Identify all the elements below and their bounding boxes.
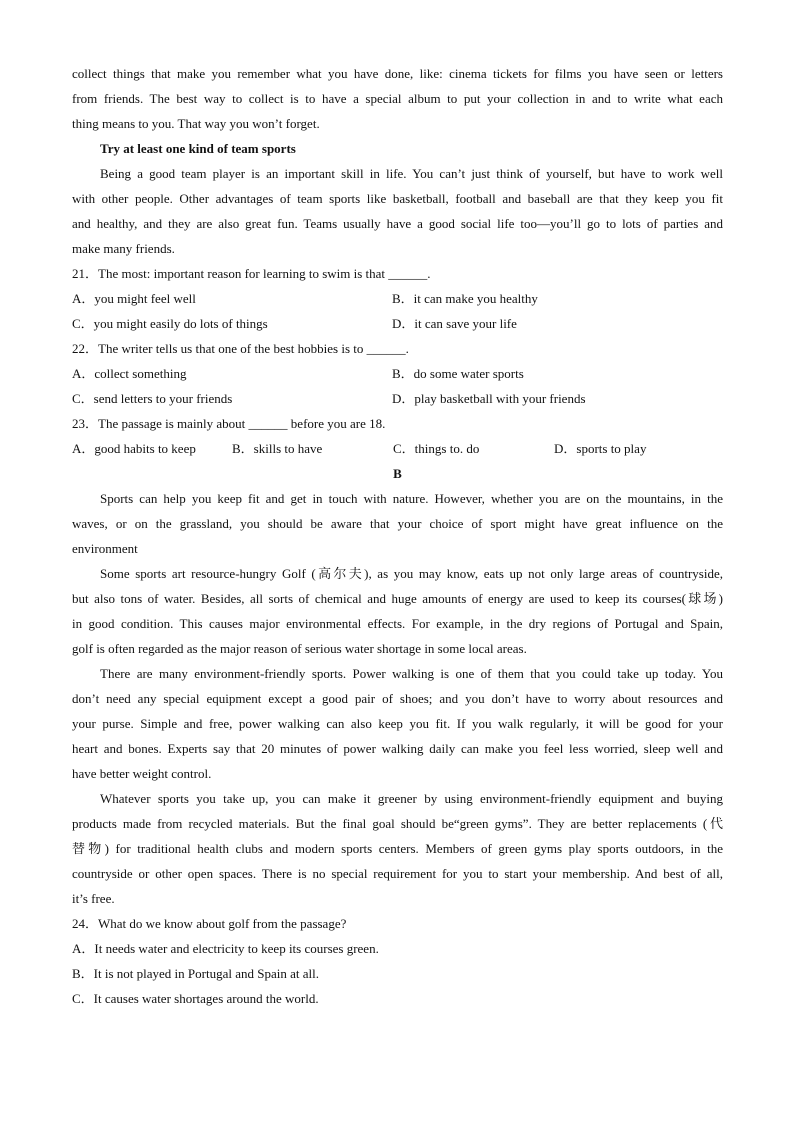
question-stem: 22．The writer tells us that one of the best hobbies is to ______. [72,341,409,356]
option-d[interactable]: D．it can save your life [392,316,517,331]
option-b[interactable]: B．it can make you healthy [392,291,538,306]
option-row [72,361,723,386]
question-stem: 23．The passage is mainly about ______ before you are 18. [72,416,386,431]
text-line: golf is often regarded as the major reason of serious water shortage in some local areas. [72,641,527,656]
text-line: Some sports art resource-hungry Golf (高尔夫), as you may know, eats up not only large areas of countryside, [100,566,723,581]
option-d[interactable]: D．sports to play [554,441,647,456]
section-b-paragraph-2 [72,561,723,661]
text-line: Sports can help you keep fit and get in touch with nature. However, whether you are on the mountains, in the [100,491,723,506]
question-22 [72,336,723,411]
section-b-title: B [393,466,402,481]
section-b-paragraph-1 [72,486,723,561]
option-row [72,311,723,336]
question-24 [72,911,723,1011]
option-row [72,436,723,461]
option-d[interactable]: D．play basketball with your friends [392,391,586,406]
text-line: 替物) for traditional health clubs and modern sports centers. Members of green gyms play sports outdoors, in the [72,841,723,856]
question-23 [72,411,723,461]
text-line: collect things that make you remember what you have done, like: cinema tickets for films you have seen or letters [72,66,723,81]
question-stem: 21．The most: important reason for learning to swim is that ______. [72,266,431,281]
text-line: thing means to you. That way you won’t forget. [72,116,320,131]
option-row [72,286,723,311]
text-line: Being a good team player is an important skill in life. You can’t just think of yourself, but have to work well [100,166,723,181]
section-heading: Try at least one kind of team sports [100,141,296,156]
text-line: products made from recycled materials. But the final goal should be“green gyms”. They are better replacements (代 [72,816,723,831]
option-a[interactable]: A．It needs water and electricity to keep its courses green. [72,941,379,956]
option-c[interactable]: C．send letters to your friends [72,391,233,406]
text-line: and healthy, and they are also great fun. Teams usually have a good social life too—you’ll go to lots of parties and [72,216,723,231]
option-row [72,386,723,411]
text-line: but also tons of water. Besides, all sorts of chemical and huge amounts of energy are used to keep its courses(球场) [72,591,723,606]
text-line: environment [72,541,138,556]
text-line: don’t need any special equipment except a good pair of shoes; and you don’t have to worry about resources and [72,691,723,706]
option-c[interactable]: C．things to. do [393,441,480,456]
section-b-paragraph-3 [72,661,723,786]
text-line: waves, or on the grassland, you should be aware that your choice of sport might have great influence on the [72,516,723,531]
question-21 [72,261,723,336]
text-line: There are many environment-friendly sports. Power walking is one of them that you could take up today. You [100,666,723,681]
option-a[interactable]: A．you might feel well [72,291,196,306]
text-line: it’s free. [72,891,115,906]
option-c[interactable]: C．It causes water shortages around the world. [72,991,319,1006]
text-line: in good condition. This causes major environmental effects. For example, in the dry regions of Portugal and Spain, [72,616,723,631]
text-line: heart and bones. Experts say that 20 minutes of power walking daily can make you feel less worried, sleep well and [72,741,723,756]
text-line: with other people. Other advantages of team sports like basketball, football and baseball are that they keep you fit [72,191,723,206]
text-line: have better weight control. [72,766,212,781]
option-c[interactable]: C．you might easily do lots of things [72,316,268,331]
document-page [72,61,723,1011]
option-b[interactable]: B．It is not played in Portugal and Spain at all. [72,966,319,981]
option-a[interactable]: A．good habits to keep [72,441,196,456]
question-stem: 24．What do we know about golf from the passage? [72,916,347,931]
option-a[interactable]: A．collect something [72,366,187,381]
text-line: Whatever sports you take up, you can make it greener by using environment-friendly equipment and buying [100,791,723,806]
text-line: from friends. The best way to collect is to have a special album to put your collection in and to write what each [72,91,723,106]
section-b-paragraph-4 [72,786,723,911]
passage-a-tail [72,61,723,261]
text-line: countryside or other open spaces. There is no special requirement for you to start your membership. And best of all, [72,866,723,881]
text-line: your purse. Simple and free, power walking can also keep you fit. If you walk regularly, it will be good for your [72,716,723,731]
text-line: make many friends. [72,241,175,256]
option-b[interactable]: B．do some water sports [392,366,524,381]
option-b[interactable]: B．skills to have [232,441,323,456]
